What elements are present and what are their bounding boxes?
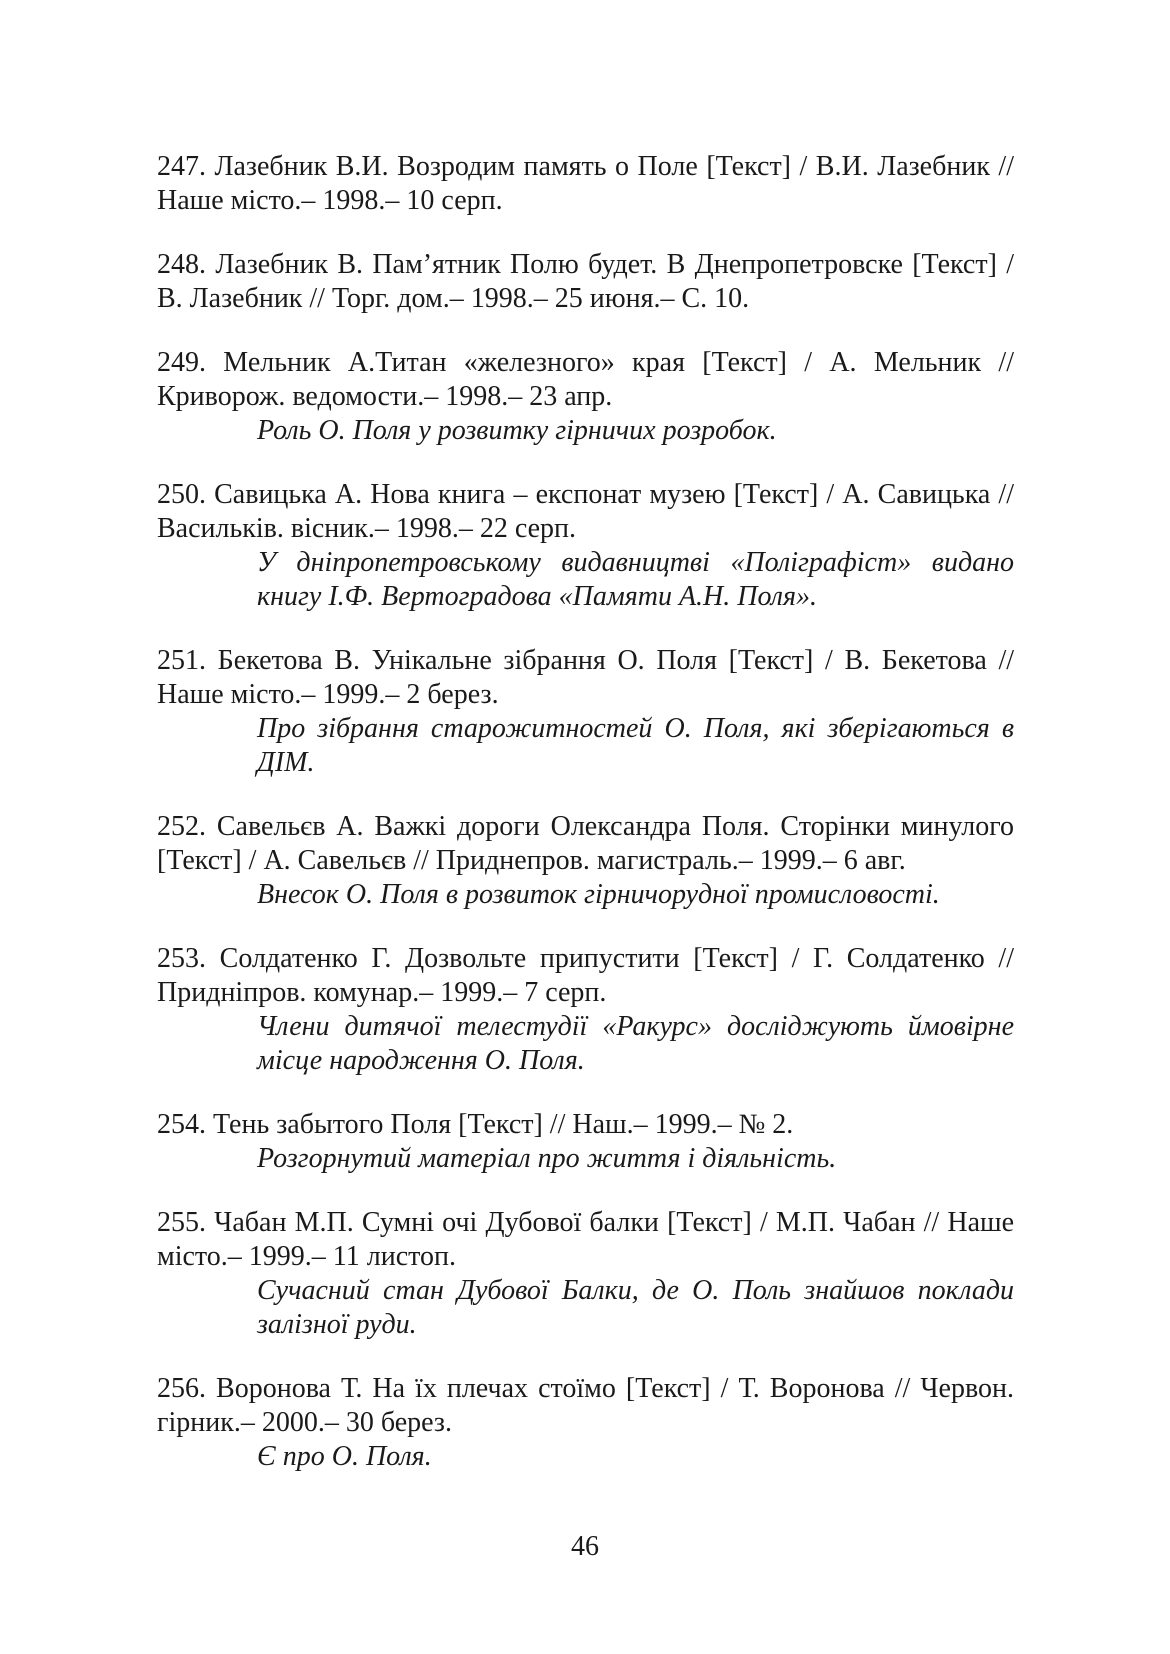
page-number: 46 [571, 1531, 599, 1562]
entry-annotation: Роль О. Поля у розвитку гірничих розробок. [257, 415, 777, 446]
entry-citation: 252. Савельєв А. Важкі дороги Олександра Поля. Сторінки минулого [Текст] / А. Савельєв // Приднепров. магистраль.– 1999.– 6 авг. [157, 811, 1014, 876]
bibliography-entry [157, 248, 1014, 316]
entry-citation: 255. Чабан М.П. Сумні очі Дубової балки [Текст] / М.П. Чабан // Наше місто.– 1999.– 11 листоп. [157, 1207, 1014, 1272]
entry-annotation: Про зібрання старожитностей О. Поля, які зберігаються в ДІМ. [257, 713, 1014, 778]
bibliography-entry [157, 942, 1014, 1078]
entry-citation: 256. Воронова Т. На їх плечах стоїмо [Текст] / Т. Воронова // Червон. гірник.– 2000.– 30 берез. [157, 1373, 1014, 1438]
entry-citation: 253. Солдатенко Г. Дозвольте припустити [Текст] / Г. Солдатенко // Придніпров. комунар.– 1999.– 7 серп. [157, 943, 1014, 1008]
bibliography-entry [157, 1206, 1014, 1342]
entry-annotation: Є про О. Поля. [257, 1441, 432, 1472]
entry-citation: 247. Лазебник В.И. Возродим память о Поле [Текст] / В.И. Лазебник // Наше місто.– 1998.– 10 серп. [157, 151, 1014, 216]
entry-citation: 250. Савицька А. Нова книга – експонат музею [Текст] / А. Савицька // Васильків. вісник.– 1998.– 22 серп. [157, 479, 1014, 544]
entry-citation: 251. Бекетова В. Унікальне зібрання О. Поля [Текст] / В. Бекетова // Наше місто.– 1999.– 2 берез. [157, 645, 1014, 710]
bibliography-entry [157, 150, 1014, 218]
entry-annotation: У дніпропетровському видавництві «Поліграфіст» видано книгу І.Ф. Вертоградова «Памяти А.Н. Поля». [257, 547, 1014, 612]
bibliography-entry [157, 1372, 1014, 1474]
entry-citation: 254. Тень забытого Поля [Текст] // Наш.– 1999.– № 2. [157, 1109, 794, 1140]
bibliography-entry [157, 1108, 1014, 1176]
bibliography-entry [157, 478, 1014, 614]
bibliography-entry [157, 644, 1014, 780]
entry-citation: 249. Мельник А.Титан «железного» края [Текст] / А. Мельник // Криворож. ведомости.– 1998.– 23 апр. [157, 347, 1014, 412]
entry-citation: 248. Лазебник В. Пам’ятник Полю будет. В Днепропетровске [Текст] / В. Лазебник // Торг. дом.– 1998.– 25 июня.– С. 10. [157, 249, 1014, 314]
bibliography-entry [157, 810, 1014, 912]
entry-annotation: Члени дитячої телестудії «Ракурс» досліджують ймовірне місце народження О. Поля. [257, 1011, 1014, 1076]
bibliography-list [157, 150, 1014, 1504]
entry-annotation: Внесок О. Поля в розвиток гірничорудної промисловості. [257, 879, 940, 910]
entry-annotation: Розгорнутий матеріал про життя і діяльність. [257, 1143, 837, 1174]
entry-annotation: Сучасний стан Дубової Балки, де О. Поль знайшов поклади залізної руди. [257, 1275, 1014, 1340]
bibliography-entry [157, 346, 1014, 448]
